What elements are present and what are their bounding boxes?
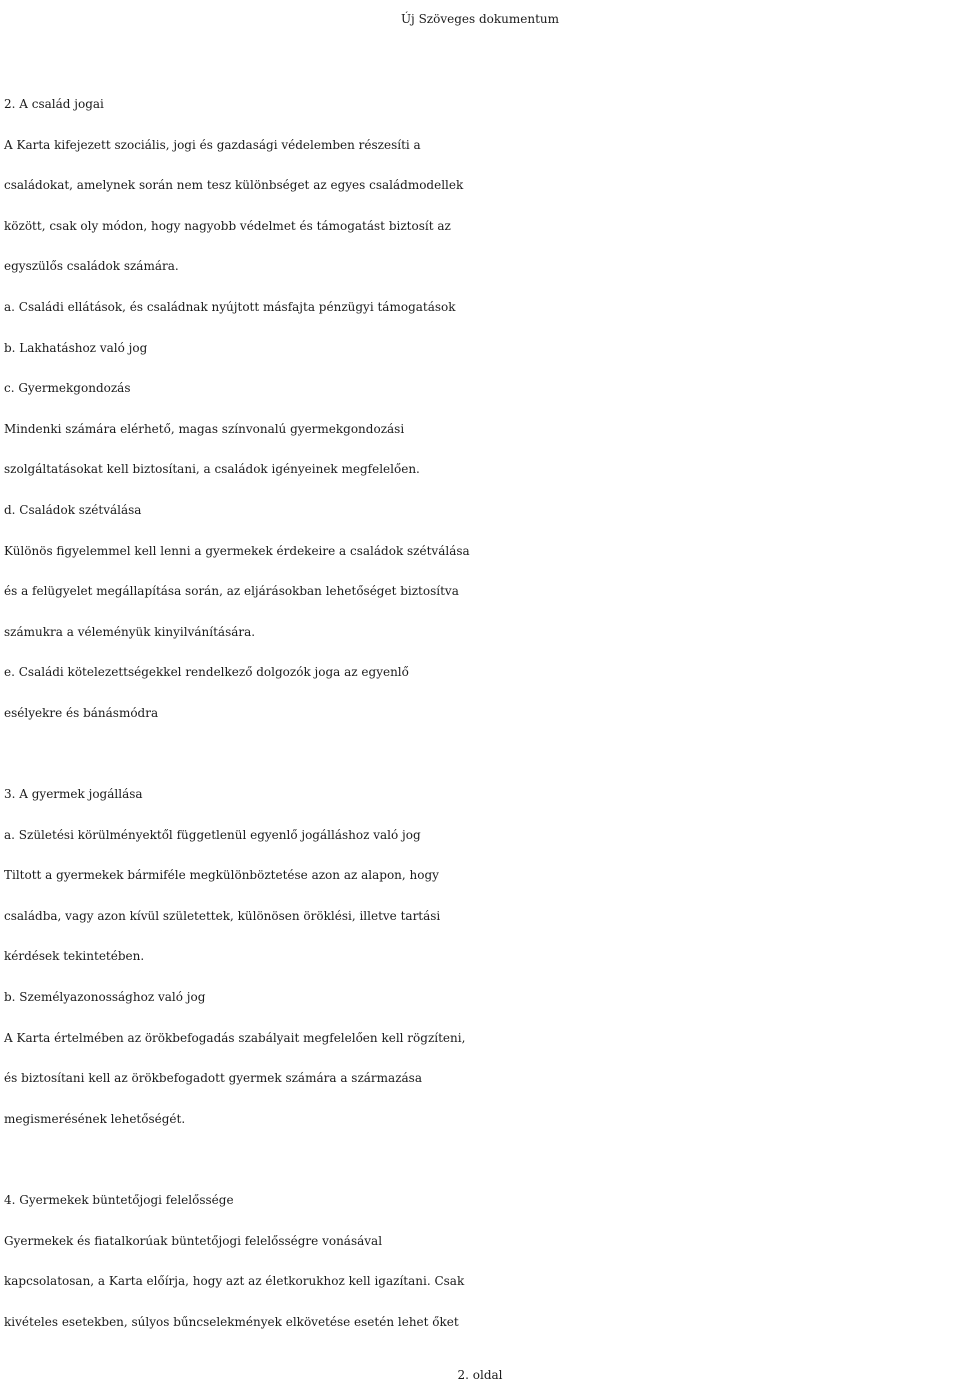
paragraph-line: Mindenki számára elérhető, magas színvonalú gyermekgondozási	[4, 421, 405, 436]
paragraph-line: kivételes esetekben, súlyos bűncselekmények elkövetése esetén lehet őket	[4, 1314, 459, 1329]
section-4-heading: 4. Gyermekek büntetőjogi felelőssége	[4, 1193, 234, 1208]
paragraph-line: kérdések tekintetében.	[4, 949, 145, 964]
paragraph-gap	[4, 1139, 960, 1180]
subsection-2b-heading: b. Lakhatáshoz való jog	[4, 340, 148, 355]
paragraph-line: családba, vagy azon kívül születettek, különösen öröklési, illetve tartási	[4, 908, 441, 923]
paragraph-line: szolgáltatásokat kell biztosítani, a családok igényeinek megfelelően.	[4, 462, 420, 477]
document-body	[4, 84, 960, 1342]
subsection-2d-heading: d. Családok szétválása	[4, 502, 142, 517]
paragraph-line: A Karta értelmében az örökbefogadás szabályait megfelelően kell rögzíteni,	[4, 1030, 466, 1045]
page-number: 2. oldal	[457, 1368, 503, 1382]
document-title: Új Szöveges dokumentum	[400, 12, 560, 26]
paragraph-line: A Karta kifejezett szociális, jogi és gazdasági védelemben részesíti a	[4, 137, 421, 152]
subsection-2e-heading: e. Családi kötelezettségekkel rendelkező dolgozók joga az egyenlő	[4, 665, 409, 680]
paragraph-line: megismerésének lehetőségét.	[4, 1111, 186, 1126]
paragraph-line: kapcsolatosan, a Karta előírja, hogy azt az életkorukhoz kell igazítani. Csak	[4, 1274, 465, 1289]
paragraph-line: családokat, amelynek során nem tesz különbséget az egyes családmodellek	[4, 178, 464, 193]
paragraph-gap	[4, 734, 960, 775]
subsection-2c-heading: c. Gyermekgondozás	[4, 381, 131, 396]
paragraph-line: számukra a véleményük kinyilvánítására.	[4, 624, 256, 639]
section-3-heading: 3. A gyermek jogállása	[4, 787, 143, 802]
subsection-2e-heading-cont: esélyekre és bánásmódra	[4, 705, 159, 720]
paragraph-line: és a felügyelet megállapítása során, az eljárásokban lehetőséget biztosítva	[4, 584, 459, 599]
subsection-2a-heading: a. Családi ellátások, és családnak nyújtott másfajta pénzügyi támogatások	[4, 299, 456, 314]
section-2-heading: 2. A család jogai	[4, 97, 104, 111]
paragraph-line: egyszülős családok számára.	[4, 259, 179, 274]
paragraph-line: Tiltott a gyermekek bármiféle megkülönböztetése azon az alapon, hogy	[4, 868, 439, 883]
paragraph-line: között, csak oly módon, hogy nagyobb védelmet és támogatást biztosít az	[4, 218, 451, 233]
paragraph-line: és biztosítani kell az örökbefogadott gyermek számára a származása	[4, 1071, 422, 1086]
paragraph-line: Különös figyelemmel kell lenni a gyermekek érdekeire a családok szétválása	[4, 543, 470, 558]
subsection-3b-heading: b. Személyazonossághoz való jog	[4, 990, 206, 1005]
paragraph-line: Gyermekek és fiatalkorúak büntetőjogi felelősségre vonásával	[4, 1233, 383, 1248]
subsection-3a-heading: a. Születési körülményektől függetlenül egyenlő jogálláshoz való jog	[4, 827, 421, 842]
